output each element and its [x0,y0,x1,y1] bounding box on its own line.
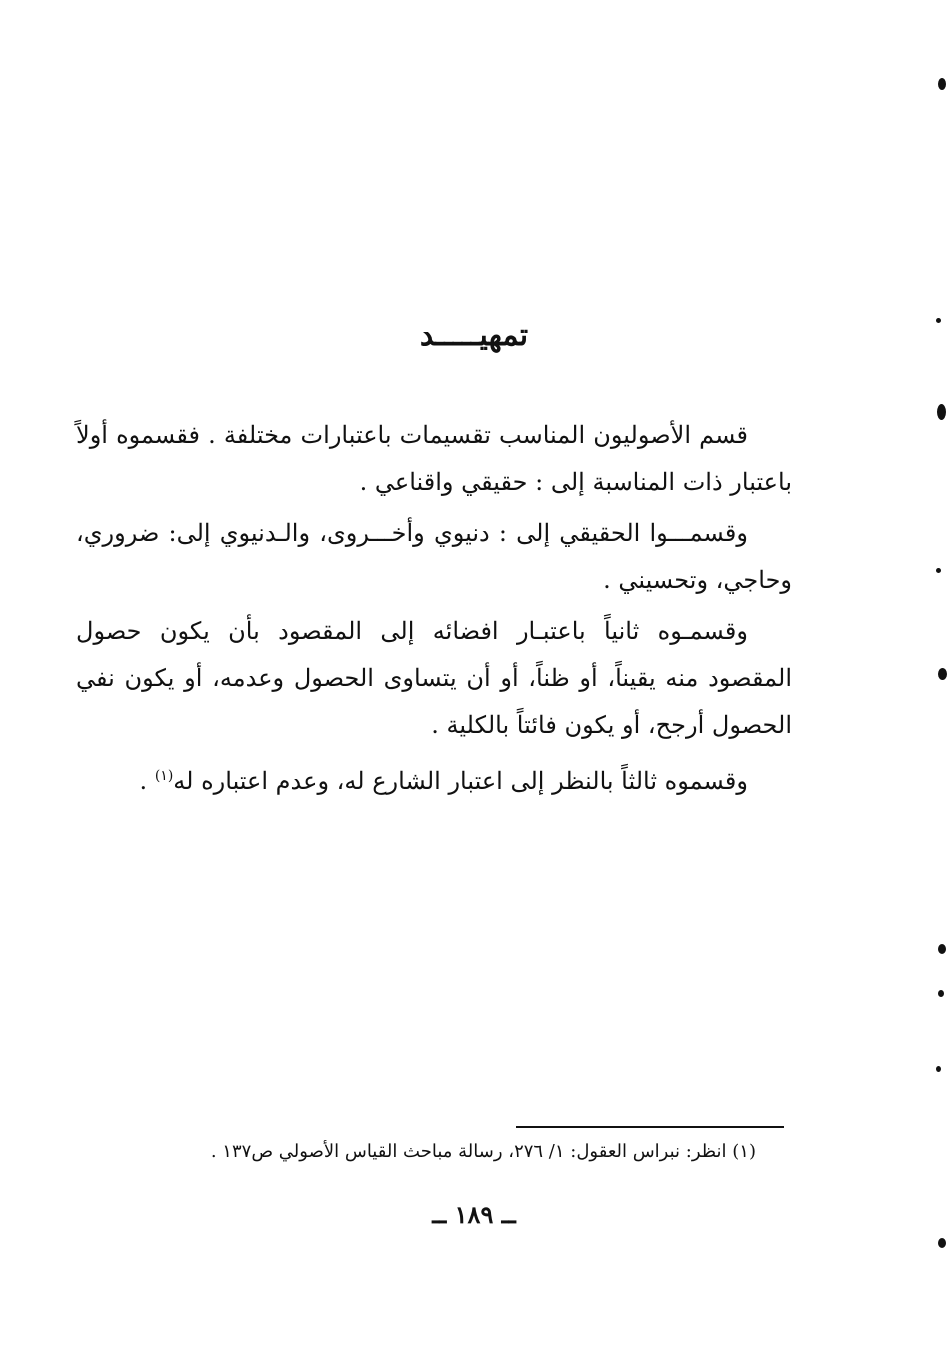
paragraph-3: وقسمـوه ثانياً باعتبـار افضائه إلى المقصود بأن يكون حصول المقصود منه يقيناً، أو ظناً، أو أن يتساوى الحصول وعدمه، أو يكون نفي الحصول أرجح، أو يكون فائتاً بالكلية . [76,617,792,739]
paragraph-1: قسم الأصوليون المناسب تقسيمات باعتبارات مختلفة . فقسموه أولاً باعتبار ذات المناسبة إلى : حقيقي واقناعي . [76,421,792,496]
footnote-text: (١) انظر: نبراس العقول: ١/ ٢٧٦، رسالة مباحث القياس الأصولي ص١٣٧ . [210,1141,756,1162]
body-text [76,412,792,809]
scan-edge-mark [936,1066,941,1072]
scan-edge-mark [938,78,946,90]
paragraph-2: وقسمـــوا الحقيقي إلى : دنيوي وأخـــروى، والـدنيوي إلى: ضروري، وحاجي، وتحسيني . [76,519,792,594]
scan-edge-mark [938,944,946,954]
paragraph-4 [76,753,792,805]
paragraph-4-end: . [139,767,155,795]
scan-edge-mark [938,668,947,680]
scan-edge-mark [936,318,941,323]
page-number: ــ ١٨٩ ــ [432,1200,516,1229]
scan-edge-mark [938,1238,946,1248]
section-heading: تمهيـــــد [419,318,529,353]
paragraph-4-text: وقسموه ثالثاً بالنظر إلى اعتبار الشارع له، وعدم اعتباره له [173,767,748,795]
footnote-divider [516,1126,784,1128]
scan-edge-mark [936,568,941,573]
footnote-reference: (١) [154,768,174,784]
scan-edge-mark [938,990,944,997]
scan-edge-mark [937,404,946,420]
